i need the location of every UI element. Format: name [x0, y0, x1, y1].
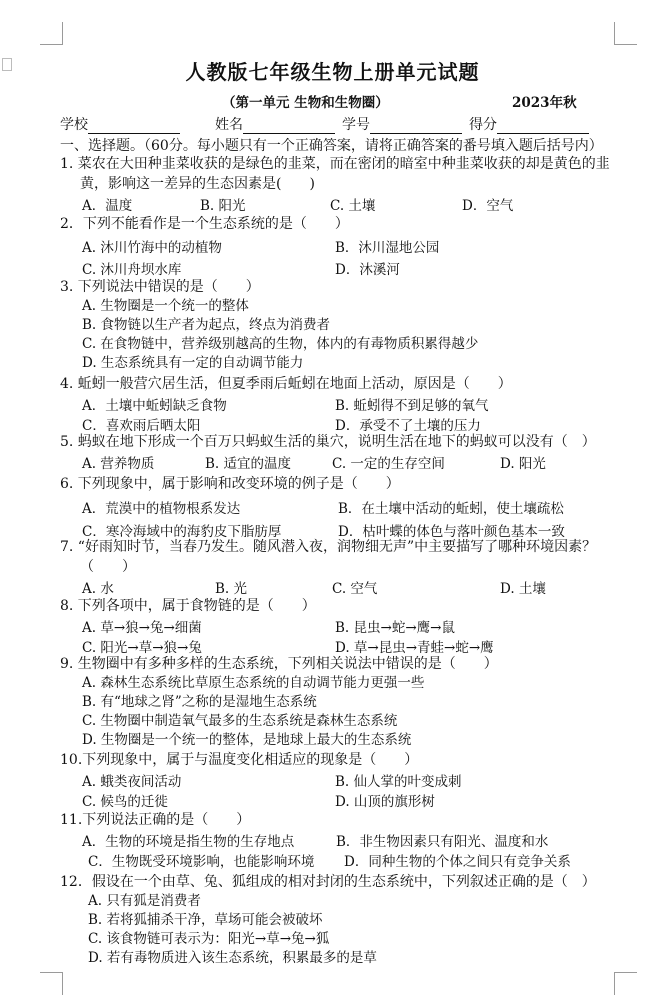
question-stem: 1. 菜农在大田种韭菜收获的是绿色的韭菜，而在密闭的暗室中种韭菜收获的却是黄色的韭黄，影响这一差异的生态因素是( ) [60, 156, 610, 192]
option-b: B. 光 [215, 581, 248, 597]
option-a: A．土壤中蚯蚓缺乏食物 [82, 398, 227, 414]
options-row [60, 790, 620, 810]
section-heading: 一、选择题。（60分。每小题只有一个正确答案，请将正确答案的番号填入题后括号内） [60, 138, 603, 154]
page-title: 人教版七年级生物上册单元试题 [185, 60, 480, 84]
options-row [60, 850, 620, 870]
options-row [60, 194, 620, 214]
option-d: D．枯叶蝶的体色与落叶颜色基本一致 [338, 524, 565, 540]
option-d: D. 草→昆虫→青蛙→蛇→鹰 [335, 640, 494, 656]
option-c: C．生物既受环境影响，也能影响环境 [88, 854, 315, 870]
question-5 [60, 432, 620, 472]
option-b: B. 有“地球之肾”之称的是湿地生态系统 [82, 694, 317, 710]
option-b: B. 适宜的温度 [205, 456, 292, 472]
option-a: A. 水 [82, 581, 114, 597]
crop-mark-bottom-left [40, 972, 63, 995]
option-c: C．寒冷海域中的海豹皮下脂肪厚 [82, 524, 282, 540]
option-b: B. 食物链以生产者为起点，终点为消费者 [82, 317, 331, 333]
option-d: D．承受不了土壤的压力 [335, 418, 481, 434]
option-d: D. 生物圈是一个统一的整体，是地球上最大的生态系统 [82, 732, 412, 748]
option-b: B．在土壤中活动的蚯蚓，使土壤疏松 [338, 501, 564, 517]
exam-year: 2023年秋 [512, 95, 577, 111]
question-1 [60, 154, 620, 214]
name-field [215, 114, 335, 134]
options-row [60, 452, 620, 472]
question-stem: 5. 蚂蚁在地下形成一个百万只蚂蚁生活的巢穴，说明生活在地下的蚂蚁可以没有（ ） [60, 434, 596, 450]
option-a: A. 生物圈是一个统一的整体 [82, 298, 249, 314]
option-d: D. 阳光 [500, 456, 546, 472]
question-7 [60, 537, 620, 597]
question-stem: 12．假设在一个由草、兔、狐组成的相对封闭的生态系统中，下列叙述正确的是（ ） [60, 874, 596, 890]
option-d: D. 若有毒物质进入该生态系统，积累最多的是草 [88, 950, 377, 966]
option-d: D. 土壤 [500, 581, 546, 597]
options-row [60, 258, 620, 278]
option-b: B. 昆虫→蛇→鹰→鼠 [335, 620, 455, 636]
option-b: B. 蚯蚓得不到足够的氧气 [335, 398, 489, 414]
question-2 [60, 214, 620, 278]
question-4 [60, 374, 620, 434]
options-row [60, 577, 620, 597]
option-a: A. 营养物质 [82, 456, 155, 472]
option-d: D. 生态系统具有一定的自动调节能力 [82, 355, 304, 371]
options-row [60, 616, 620, 636]
question-8 [60, 596, 620, 656]
option-a: A．温度 [82, 198, 133, 214]
option-d: D. 山顶的旗形树 [335, 794, 435, 810]
option-d: D．空气 [462, 198, 514, 214]
options-row [60, 770, 620, 790]
option-c: C. 沐川舟坝水库 [82, 262, 182, 278]
option-b: B．沐川湿地公园 [335, 240, 440, 256]
option-a: A. 沐川竹海中的动植物 [82, 240, 222, 256]
option-a: A. 蛾类夜间活动 [82, 774, 182, 790]
option-c: C. 一定的生存空间 [332, 456, 445, 472]
options-row [60, 236, 620, 256]
unit-subtitle: （第一单元 生物和生物圈） [222, 95, 389, 111]
question-12 [60, 872, 620, 968]
option-c: C. 生物圈中制造氧气最多的生态系统是森林生态系统 [82, 713, 398, 729]
option-c: C. 在食物链中，营养级别越高的生物，体内的有毒物质积累得越少 [82, 336, 479, 352]
option-c: C．喜欢雨后晒太阳 [82, 418, 201, 434]
crop-mark-bottom-right [614, 972, 637, 995]
score-field [469, 114, 589, 134]
option-d: D．同种生物的个体之间只有竞争关系 [344, 854, 571, 870]
question-stem: 10.下列现象中，属于与温度变化相适应的现象是（ ） [60, 752, 419, 768]
question-stem: 2．下列不能看作是一个生态系统的是（ ） [60, 216, 349, 232]
name-blank [243, 118, 335, 134]
school-blank [88, 118, 180, 134]
options-row [60, 497, 620, 517]
question-10 [60, 750, 620, 810]
question-stem: 7. “好雨知时节，当春乃发生。随风潜入夜，润物细无声”中主要描写了哪种环境因素？（ ） [60, 539, 597, 575]
option-c: C. 阳光→草→狼→兔 [82, 640, 202, 656]
question-6 [60, 474, 620, 540]
question-stem: 9. 生物圈中有多种多样的生态系统，下列相关说法中错误的是（ ） [60, 656, 498, 672]
option-a: A．荒漠中的植物根系发达 [82, 501, 241, 517]
question-stem: 6. 下列现象中，属于影响和改变环境的例子是（ ） [60, 476, 400, 492]
option-b: B．非生物因素只有阳光、温度和水 [336, 834, 549, 850]
question-9 [60, 654, 620, 750]
student-id-label: 学号 [342, 117, 370, 133]
option-c: C. 候鸟的迁徙 [82, 794, 168, 810]
school-field [60, 114, 180, 134]
option-d: D．沐溪河 [335, 262, 400, 278]
question-11 [60, 810, 620, 870]
school-label: 学校 [60, 117, 88, 133]
score-blank [497, 118, 589, 134]
options-row [60, 414, 620, 434]
option-b: B. 阳光 [200, 198, 246, 214]
options-row [60, 636, 620, 656]
name-label: 姓名 [215, 117, 243, 133]
option-a: A. 森林生态系统比草原生态系统的自动调节能力更强一些 [82, 675, 425, 691]
options-row [60, 394, 620, 414]
student-id-blank [370, 118, 462, 134]
option-b: B. 仙人掌的叶变成刺 [335, 774, 462, 790]
student-id-field [342, 114, 462, 134]
crop-mark-top-left [40, 22, 63, 45]
option-c: C. 该食物链可表示为：阳光→草→兔→狐 [88, 931, 330, 947]
option-b: B. 若将狐捕杀干净，草场可能会被破坏 [88, 912, 323, 928]
score-label: 得分 [469, 117, 497, 133]
option-c: C. 空气 [332, 581, 378, 597]
option-a: A．生物的环境是指生物的生存地点 [82, 834, 295, 850]
option-a: A. 只有狐是消费者 [88, 893, 201, 909]
options-row [60, 830, 620, 850]
option-a: A. 草→狼→兔→细菌 [82, 620, 202, 636]
option-c: C. 土壤 [330, 198, 376, 214]
question-stem: 4. 蚯蚓一般营穴居生活，但夏季雨后蚯蚓在地面上活动，原因是（ ） [60, 376, 512, 392]
crop-mark-top-right [614, 22, 637, 45]
question-stem: 3. 下列说法中错误的是（ ） [60, 279, 260, 295]
question-stem: 8. 下列各项中，属于食物链的是（ ） [60, 598, 316, 614]
question-3 [60, 277, 620, 373]
question-stem: 11.下列说法正确的是（ ） [60, 812, 251, 828]
